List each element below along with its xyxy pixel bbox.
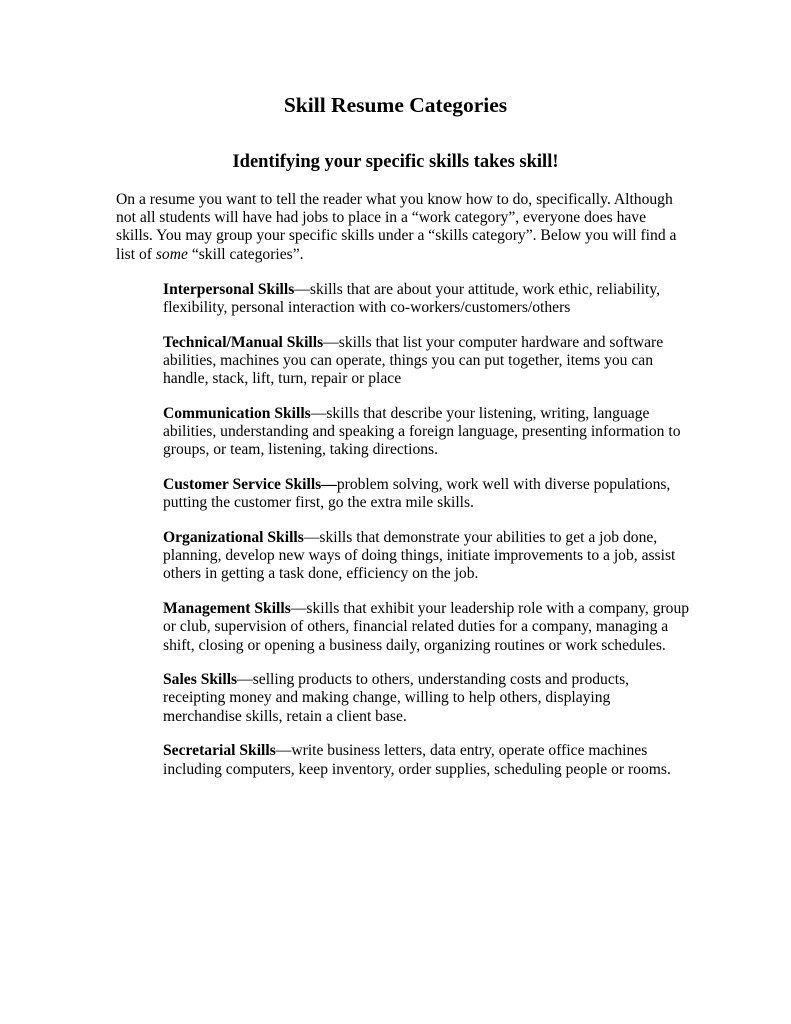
document-title: Skill Resume Categories [283,93,508,117]
skill-name: Technical/Manual Skills [163,333,324,351]
intro-emphasis: some [155,245,188,263]
skill-category-sales [163,671,691,726]
skill-category-organizational [163,529,691,584]
skill-name: Sales Skills [163,671,238,689]
skill-description: —skills that list your computer hardware and software abilities, machines you can operate, things you can put together, items you can handle, stack, lift, turn, repair or place [163,333,664,388]
intro-text-start: On a resume you want to tell the reader what you know how to do, specifically. Although not all students will have had jobs to place in a “work category”, everyone does have skills. You may group your specific skills under a “skills category”. Below you will find a list of [116,191,677,263]
skill-name: Communication Skills [163,405,311,423]
skill-description: —write business letters, data entry, operate office machines including computers, keep inventory, order supplies, scheduling people or rooms. [163,742,671,778]
skill-category-communication [163,405,691,460]
skill-category-interpersonal [163,281,691,317]
skill-name: Customer Service Skills— [163,476,337,494]
skill-description: —selling products to others, understanding costs and products, receipting money and making change, willing to help others, displaying merchandise skills, retain a client base. [163,671,630,725]
skill-description: —skills that demonstrate your abilities to get a job done, planning, develop new ways of doing things, initiate improvements to a job, assist others in getting a task done, efficiency on the job. [163,529,676,583]
skill-category-list [163,281,691,795]
intro-paragraph [116,191,686,264]
skill-category-secretarial [163,742,691,778]
document-subtitle: Identifying your specific skills takes skill! [232,152,559,172]
skill-name: Organizational Skills [163,529,304,547]
skill-name: Management Skills [163,600,291,618]
intro-text-end: “skill categories”. [187,245,304,263]
skill-name: Secretarial Skills [163,742,276,760]
skill-category-technical-manual [163,334,691,389]
skill-description: problem solving, work well with diverse populations, putting the customer first, go the extra mile skills. [163,476,671,512]
skill-description: —skills that describe your listening, writing, language abilities, understanding and speaking a foreign language, presenting information to groups, or team, listening, taking directions. [163,405,681,459]
skill-name: Interpersonal Skills [163,281,295,298]
skill-category-management [163,600,691,655]
skill-description: —skills that exhibit your leadership role with a company, group or club, supervision of others, financial related duties for a company, managing a shift, closing or opening a business daily, organizing routines or work schedules. [163,600,690,654]
skill-category-customer-service [163,476,691,512]
skill-description: —skills that are about your attitude, work ethic, reliability, flexibility, personal interaction with co-workers/customers/others [163,281,661,317]
